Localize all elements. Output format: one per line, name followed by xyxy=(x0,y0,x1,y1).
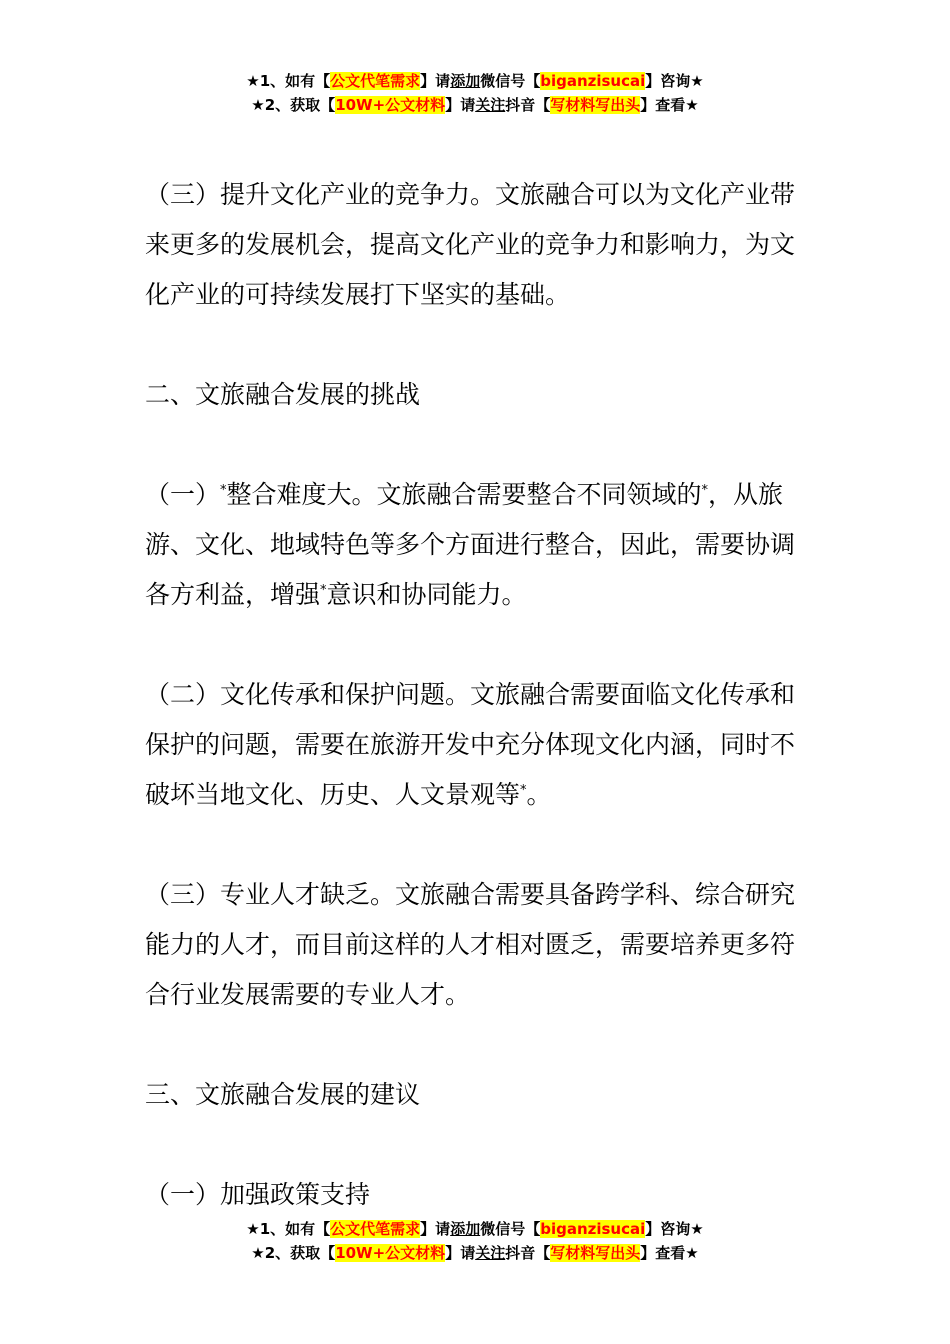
section-heading: 三、文旅融合发展的建议 xyxy=(145,1080,421,1109)
wechat-id: biganzisucai xyxy=(540,72,646,90)
banner-line-1: ★1、如有【公文代笔需求】请添加微信号【biganzisucai】咨询★ xyxy=(246,1220,704,1238)
subsection-heading: （一）加强政策支持 xyxy=(145,1180,371,1209)
wechat-id: biganzisucai xyxy=(540,1220,646,1238)
paragraph: （三）专业人才缺乏。文旅融合需要具备跨学科、综合研究能力的人才，而目前这样的人才相对匮乏，需要培养更多符合行业发展需要的专业人才。 xyxy=(145,880,796,1009)
banner-line-1: ★1、如有【公文代笔需求】请添加微信号【biganzisucai】咨询★ xyxy=(246,72,704,90)
paragraph: （二）文化传承和保护问题。文旅融合需要面临文化传承和保护的问题，需要在旅游开发中充分体现文化内涵，同时不破坏当地文化、历史、人文景观等*。 xyxy=(145,680,796,809)
materials-highlight: 10W+公文材料 xyxy=(335,96,446,114)
banner-line-2: ★2、获取【10W+公文材料】请关注抖音【写材料写出头】查看★ xyxy=(251,1244,699,1262)
douyin-id: 写材料写出头 xyxy=(550,1244,641,1262)
document-body xyxy=(145,170,810,1270)
douyin-id: 写材料写出头 xyxy=(550,96,641,114)
redaction-mark: * xyxy=(220,483,227,498)
service-highlight: 公文代笔需求 xyxy=(330,72,421,90)
redaction-mark: * xyxy=(520,783,527,798)
redaction-mark: * xyxy=(320,583,327,598)
banner-line-2: ★2、获取【10W+公文材料】请关注抖音【写材料写出头】查看★ xyxy=(251,96,699,114)
materials-highlight: 10W+公文材料 xyxy=(335,1244,446,1262)
service-highlight: 公文代笔需求 xyxy=(330,1220,421,1238)
section-heading: 二、文旅融合发展的挑战 xyxy=(145,380,421,409)
redaction-mark: * xyxy=(701,483,709,498)
header-banner xyxy=(0,69,950,117)
paragraph: （一）*整合难度大。文旅融合需要整合不同领域的*，从旅游、文化、地域特色等多个方面进行整合，因此，需要协调各方利益，增强*意识和协同能力。 xyxy=(145,480,796,609)
footer-banner xyxy=(0,1217,950,1265)
paragraph: （三）提升文化产业的竞争力。文旅融合可以为文化产业带来更多的发展机会，提高文化产业的竞争力和影响力，为文化产业的可持续发展打下坚实的基础。 xyxy=(145,180,796,309)
